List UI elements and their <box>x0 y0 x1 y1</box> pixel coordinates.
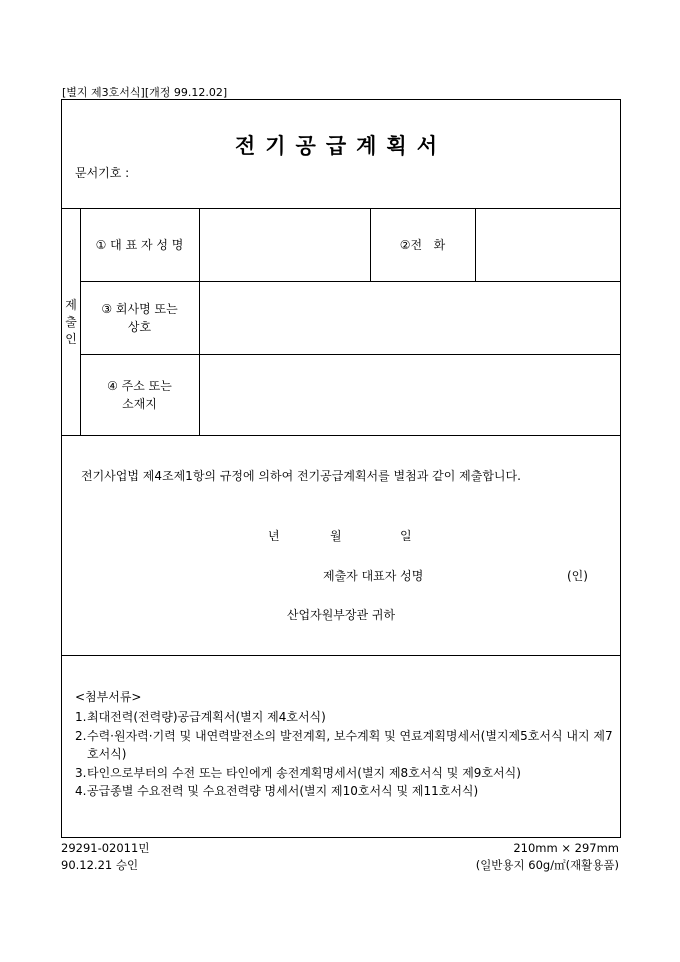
attachment-text: 공급종별 수요전력 및 수요전력량 명세서(별지 제10호서식 및 제11호서식) <box>87 784 479 798</box>
attachment-number: 3. <box>75 765 87 780</box>
paper-size: 210mm × 297mm <box>513 841 619 855</box>
date-month-label: 월 <box>330 529 342 543</box>
attachments-heading: <첨부서류> <box>75 690 142 704</box>
submitter-label <box>62 210 80 435</box>
submitter-char: 제 <box>65 298 77 312</box>
company-label-line1: ③ 회사명 또는 <box>101 302 178 316</box>
paper-type: (일반용지 60g/㎡(재활용품) <box>475 858 619 872</box>
attachment-item <box>75 764 620 783</box>
attachment-number: 4. <box>75 784 87 798</box>
divider-before-attachments <box>62 655 620 656</box>
company-field[interactable] <box>200 282 620 354</box>
divider-after-submitter <box>62 435 620 436</box>
seal-mark: (인) <box>567 569 588 583</box>
attachment-number: 1. <box>75 710 87 724</box>
signature-label: 제출자 대표자 성명 <box>323 569 424 583</box>
submitter-char: 출 <box>65 315 77 329</box>
phone-label-text: ②전 화 <box>399 238 446 252</box>
address-field[interactable] <box>200 355 620 435</box>
rep-name-text: ① 대 표 자 성 명 <box>95 238 184 252</box>
form-code: 29291-02011민 <box>61 841 150 855</box>
attachment-text: 타인으로부터의 수전 또는 타인에게 송전계획명세서(별지 제8호서식 및 제9호서식) <box>87 765 521 780</box>
phone-label <box>370 209 475 281</box>
form-reference: [별지 제3호서식][개정 99.12.02] <box>62 86 228 99</box>
attachments-list <box>75 708 620 801</box>
attachment-number: 2. <box>75 728 87 743</box>
attachment-item <box>75 782 620 801</box>
submission-statement: 전기사업법 제4조제1항의 규정에 의하여 전기공급계획서를 별첨과 같이 제출합니다. <box>81 469 521 483</box>
rep-name-field[interactable] <box>200 209 370 281</box>
approval-date: 90.12.21 승인 <box>61 858 139 872</box>
company-label <box>80 282 199 354</box>
date-day-label: 일 <box>400 529 412 543</box>
attachment-text: 수력·원자력·기력 및 내연력발전소의 발전계획, 보수계획 및 연료계획명세서(별지제5호서식 내지 제7호서식) <box>87 728 613 761</box>
attachment-item <box>75 727 620 764</box>
rep-name-label <box>80 209 199 281</box>
footer-right <box>476 840 619 874</box>
recipient: 산업자원부장관 귀하 <box>286 608 396 622</box>
address-label-line2: 소재지 <box>122 397 157 411</box>
form-title: 전기공급계획서 <box>234 133 447 158</box>
date-year-label: 년 <box>268 529 280 543</box>
attachment-item <box>75 708 620 727</box>
phone-field[interactable] <box>476 209 620 281</box>
address-label <box>80 355 199 435</box>
attachment-text: 최대전력(전력량)공급계획서(별지 제4호서식) <box>87 710 326 724</box>
company-label-line2: 상호 <box>127 320 152 334</box>
footer-left <box>61 840 149 874</box>
document-number-label: 문서기호 : <box>75 166 130 180</box>
form-frame <box>61 99 621 838</box>
address-label-line1: ④ 주소 또는 <box>107 379 172 393</box>
submitter-char: 인 <box>65 332 77 346</box>
